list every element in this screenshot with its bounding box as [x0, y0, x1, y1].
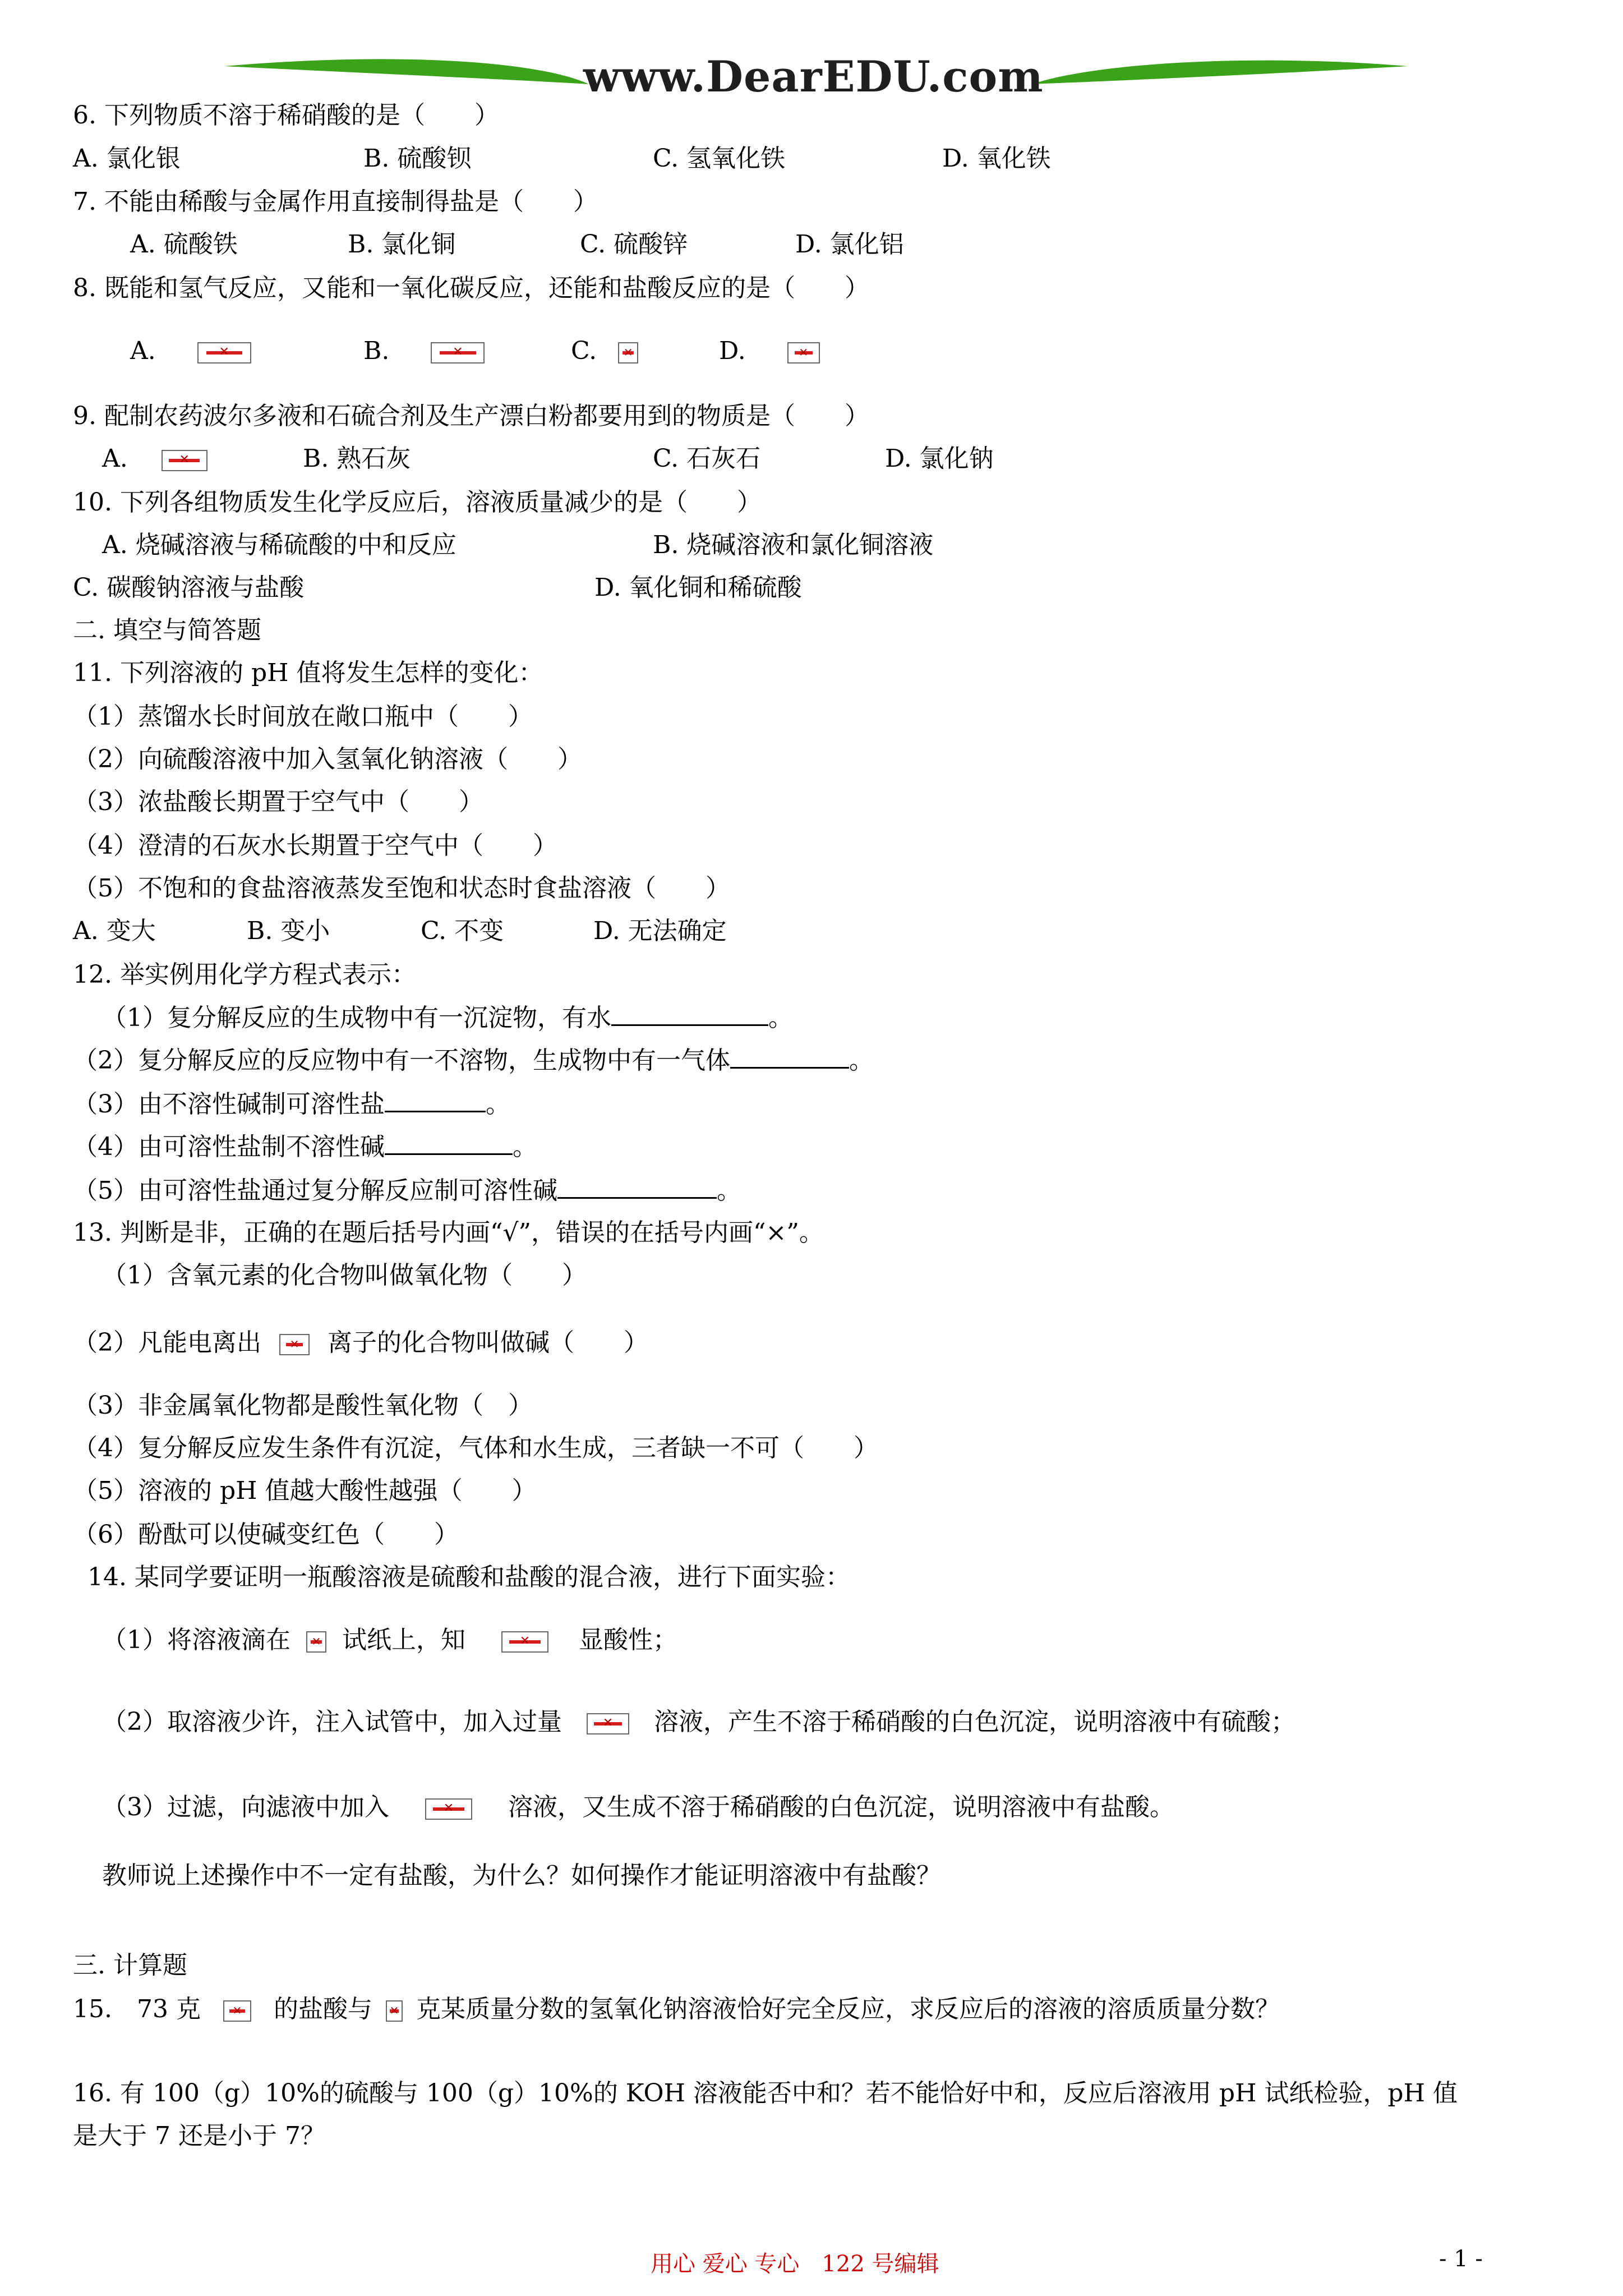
- q13-item: （4）复分解反应发生条件有沉淀，气体和水生成，三者缺一不可（ ）: [73, 1434, 878, 1462]
- q15-b: 的盐酸与: [273, 1995, 372, 2023]
- q12-item-text: （3）由不溶性碱制可溶性盐: [73, 1090, 385, 1119]
- q10-option-a: A. 烧碱溶液与稀硫酸的中和反应: [102, 531, 457, 559]
- q16-line-1: 16. 有 100（g）10%的硫酸与 100（g）10%的 KOH 溶液能否中和？若不能恰好中和，反应后溶液用 pH 试纸检验，pH 值: [73, 2079, 1458, 2108]
- answer-blank[interactable]: [730, 1045, 849, 1069]
- q14-step-3: [102, 1792, 1174, 1823]
- broken-image-icon: [306, 1631, 326, 1653]
- broken-image-icon: [587, 1713, 629, 1734]
- q7-option-c: C. 硫酸锌: [580, 230, 688, 259]
- q7-option-b: B. 氯化铜: [348, 230, 456, 259]
- q12-item-end: 。: [486, 1090, 510, 1119]
- q15: [73, 1994, 1280, 2025]
- footer-slogan: 用心 爱心 专心 122 号编辑: [651, 2251, 939, 2277]
- q12-item-end: 。: [768, 1004, 793, 1032]
- q7-option-a: A. 硫酸铁: [130, 230, 238, 259]
- q13-item: （1）含氧元素的化合物叫做氧化物（ ）: [102, 1261, 587, 1290]
- answer-blank[interactable]: [611, 1002, 768, 1026]
- q12-item: [73, 1175, 741, 1207]
- q12-item: [73, 1088, 510, 1120]
- q11-option-d: D. 无法确定: [593, 917, 727, 945]
- q15-a: 15. 73 克: [73, 1995, 201, 2023]
- q14-step-1-a: （1）将溶液滴在: [102, 1626, 291, 1654]
- q12-item-text: （1）复分解反应的生成物中有一沉淀物，有水: [102, 1004, 611, 1032]
- q6-option-c: C. 氢氧化铁: [653, 144, 786, 173]
- site-logo-text: www.DearEDU.com: [583, 52, 1044, 102]
- q13-item: （6）酚酞可以使碱变红色（ ）: [73, 1520, 459, 1549]
- broken-image-icon: [386, 2000, 403, 2022]
- q10-option-b: B. 烧碱溶液和氯化铜溶液: [653, 531, 934, 559]
- q13-stem: 13. 判断是非，正确的在题后括号内画“√”，错误的在括号内画“×”。: [73, 1218, 824, 1247]
- q11-option-a: A. 变大: [73, 917, 156, 945]
- q12-item: [73, 1045, 874, 1076]
- q12-item-end: 。: [717, 1176, 741, 1205]
- q11-item: （3）浓盐酸长期置于空气中（ ）: [73, 788, 483, 816]
- q9-option-b: B. 熟石灰: [303, 444, 411, 473]
- q13-item2-pre: （2）凡能电离出: [73, 1328, 261, 1357]
- q8-stem: 8. 既能和氢气反应，又能和一氧化碳反应，还能和盐酸反应的是（ ）: [73, 274, 869, 302]
- q9-option-c: C. 石灰石: [653, 444, 761, 473]
- answer-blank[interactable]: [385, 1088, 486, 1112]
- q14-step-2-a: （2）取溶液少许，注入试管中，加入过量: [102, 1708, 562, 1736]
- q14-step-1-b: 试纸上，知: [342, 1626, 465, 1654]
- q6-stem: 6. 下列物质不溶于稀硝酸的是（ ）: [73, 101, 499, 130]
- q8-option-c: [571, 335, 642, 367]
- q8-option-d: [719, 335, 823, 367]
- q14-stem: 14. 某同学要证明一瓶酸溶液是硫酸和盐酸的混合液，进行下面实验：: [87, 1563, 850, 1591]
- q8-option-a-label: A.: [130, 337, 156, 365]
- page-number: - 1 -: [1439, 2246, 1483, 2272]
- q10-option-c: C. 碳酸钠溶液与盐酸: [73, 573, 305, 602]
- section3-title: 三. 计算题: [73, 1951, 187, 1980]
- q14-step-3-a: （3）过滤，向滤液中加入: [102, 1793, 389, 1821]
- q9-option-a-label: A.: [102, 444, 128, 473]
- answer-blank[interactable]: [385, 1131, 513, 1155]
- q11-item: （1）蒸馏水长时间放在敞口瓶中（ ）: [73, 702, 533, 731]
- broken-image-icon: [431, 342, 485, 364]
- broken-image-icon: [223, 2000, 251, 2022]
- q10-stem: 10. 下列各组物质发生化学反应后，溶液质量减少的是（ ）: [73, 488, 762, 517]
- q16-line-2: 是大于 7 还是小于 7？: [73, 2122, 325, 2150]
- q7-stem: 7. 不能由稀酸与金属作用直接制得盐是（ ）: [73, 187, 598, 216]
- q6-option-a: A. 氯化银: [73, 144, 181, 173]
- q11-item: （5）不饱和的食盐溶液蒸发至饱和状态时食盐溶液（ ）: [73, 874, 730, 903]
- q9-stem: 9. 配制农药波尔多液和石硫合剂及生产漂白粉都要用到的物质是（ ）: [73, 402, 869, 430]
- q9-option-d: D. 氯化钠: [885, 444, 994, 473]
- q8-option-b: [363, 335, 488, 367]
- q12-item: [102, 1002, 793, 1034]
- q11-option-b: B. 变小: [247, 917, 330, 945]
- q12-item-text: （2）复分解反应的反应物中有一不溶物，生成物中有一气体: [73, 1046, 730, 1075]
- q8-option-c-label: C.: [571, 337, 597, 365]
- q9-option-a: [102, 443, 211, 475]
- q12-item-end: 。: [849, 1046, 874, 1075]
- q6-option-b: B. 硫酸钡: [363, 144, 472, 173]
- answer-blank[interactable]: [557, 1175, 717, 1199]
- q11-option-c: C. 不变: [421, 917, 504, 945]
- broken-image-icon: [162, 450, 208, 471]
- broken-image-icon: [618, 342, 638, 364]
- q6-option-d: D. 氧化铁: [942, 144, 1051, 173]
- broken-image-icon: [501, 1631, 548, 1653]
- q14-note: 教师说上述操作中不一定有盐酸，为什么？如何操作才能证明溶液中有盐酸？: [102, 1861, 941, 1890]
- q12-item-text: （4）由可溶性盐制不溶性碱: [73, 1133, 385, 1161]
- q11-item: （4）澄清的石灰水长期置于空气中（ ）: [73, 831, 557, 860]
- q14-step-2-b: 溶液，产生不溶于稀硝酸的白色沉淀，说明溶液中有硫酸；: [654, 1708, 1295, 1736]
- q10-option-d: D. 氧化铜和稀硫酸: [594, 573, 802, 602]
- q13-item: （5）溶液的 pH 值越大酸性越强（ ）: [73, 1476, 537, 1505]
- section2-title: 二. 填空与简答题: [73, 616, 261, 645]
- q13-item: （3）非金属氧化物都是酸性氧化物（ ）: [73, 1391, 533, 1420]
- q7-option-d: D. 氯化铝: [795, 230, 904, 259]
- q12-item-end: 。: [513, 1133, 537, 1161]
- broken-image-icon: [197, 342, 251, 364]
- broken-image-icon: [279, 1334, 310, 1355]
- q14-step-1: [102, 1625, 677, 1656]
- q13-item2-post: 离子的化合物叫做碱（ ）: [328, 1328, 648, 1357]
- q8-option-b-label: B.: [363, 337, 390, 365]
- q13-item: [73, 1327, 648, 1359]
- q8-option-a: [130, 335, 255, 367]
- q14-step-2: [102, 1706, 1295, 1738]
- broken-image-icon: [425, 1798, 472, 1820]
- q15-c: 克某质量分数的氢氧化钠溶液恰好完全反应，求反应后的溶液的溶质质量分数？: [416, 1995, 1280, 2023]
- q14-step-1-c: 显酸性；: [579, 1626, 677, 1654]
- q12-item: [73, 1131, 537, 1163]
- q12-item-text: （5）由可溶性盐通过复分解反应制可溶性碱: [73, 1176, 557, 1205]
- q11-stem: 11. 下列溶液的 pH 值将发生怎样的变化：: [73, 659, 543, 687]
- header-banner: [0, 0, 1623, 112]
- q8-option-d-label: D.: [719, 337, 746, 365]
- q14-step-3-b: 溶液，又生成不溶于稀硝酸的白色沉淀，说明溶液中有盐酸。: [508, 1793, 1174, 1821]
- q11-item: （2）向硫酸溶液中加入氢氧化钠溶液（ ）: [73, 745, 582, 774]
- q12-stem: 12. 举实例用化学方程式表示：: [73, 960, 416, 989]
- broken-image-icon: [787, 342, 820, 364]
